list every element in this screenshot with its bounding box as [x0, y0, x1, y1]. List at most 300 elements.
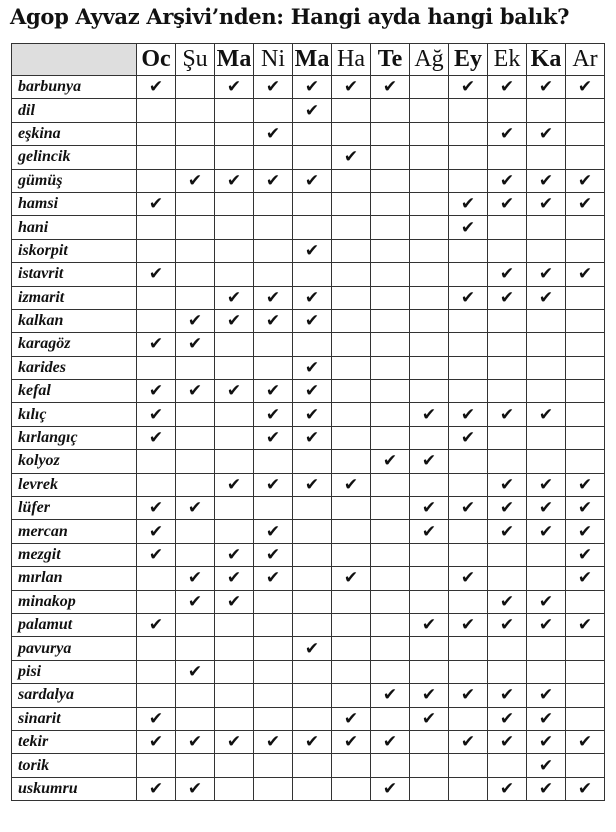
table-row [12, 426, 605, 449]
table-row [12, 286, 605, 309]
check-mark-icon: ✔ [254, 473, 293, 496]
check-mark-icon: ✔ [176, 730, 215, 753]
fish-name: sardalya [12, 684, 137, 707]
check-mark-icon: ✔ [254, 169, 293, 192]
empty-cell [176, 707, 215, 730]
empty-cell [254, 660, 293, 683]
check-mark-icon: ✔ [449, 403, 488, 426]
check-mark-icon: ✔ [332, 567, 371, 590]
empty-cell [176, 76, 215, 99]
empty-cell [371, 660, 410, 683]
empty-cell [449, 333, 488, 356]
fish-name: levrek [12, 473, 137, 496]
empty-cell [215, 263, 254, 286]
month-header: Ağ [410, 44, 449, 76]
fish-name: iskorpit [12, 239, 137, 262]
check-mark-icon: ✔ [488, 122, 527, 145]
check-mark-icon: ✔ [371, 730, 410, 753]
fish-season-table [11, 43, 605, 801]
check-mark-icon: ✔ [137, 777, 176, 800]
empty-cell [215, 122, 254, 145]
empty-cell [371, 309, 410, 332]
table-row [12, 730, 605, 753]
month-header: Ka [527, 44, 566, 76]
month-header: Oc [137, 44, 176, 76]
empty-cell [371, 567, 410, 590]
empty-cell [566, 356, 605, 379]
empty-cell [371, 192, 410, 215]
check-mark-icon: ✔ [215, 286, 254, 309]
empty-cell [371, 754, 410, 777]
empty-cell [176, 613, 215, 636]
empty-cell [176, 286, 215, 309]
table-row [12, 380, 605, 403]
empty-cell [410, 169, 449, 192]
empty-cell [332, 777, 371, 800]
check-mark-icon: ✔ [488, 730, 527, 753]
empty-cell [410, 356, 449, 379]
empty-cell [293, 216, 332, 239]
empty-cell [410, 637, 449, 660]
empty-cell [137, 309, 176, 332]
table-row [12, 263, 605, 286]
empty-cell [176, 403, 215, 426]
empty-cell [488, 450, 527, 473]
empty-cell [137, 122, 176, 145]
empty-cell [293, 146, 332, 169]
empty-cell [293, 543, 332, 566]
empty-cell [566, 239, 605, 262]
table-row [12, 169, 605, 192]
empty-cell [137, 590, 176, 613]
check-mark-icon: ✔ [137, 520, 176, 543]
empty-cell [137, 356, 176, 379]
empty-cell [527, 543, 566, 566]
fish-name: kılıç [12, 403, 137, 426]
empty-cell [254, 590, 293, 613]
empty-cell [293, 520, 332, 543]
empty-cell [215, 660, 254, 683]
empty-cell [215, 707, 254, 730]
check-mark-icon: ✔ [488, 473, 527, 496]
fish-name: karagöz [12, 333, 137, 356]
empty-cell [332, 497, 371, 520]
check-mark-icon: ✔ [449, 497, 488, 520]
check-mark-icon: ✔ [254, 309, 293, 332]
empty-cell [527, 380, 566, 403]
check-mark-icon: ✔ [410, 497, 449, 520]
check-mark-icon: ✔ [527, 520, 566, 543]
check-mark-icon: ✔ [176, 567, 215, 590]
month-header: Ha [332, 44, 371, 76]
empty-cell [566, 707, 605, 730]
empty-cell [449, 380, 488, 403]
table-row [12, 192, 605, 215]
check-mark-icon: ✔ [449, 567, 488, 590]
check-mark-icon: ✔ [176, 309, 215, 332]
empty-cell [527, 660, 566, 683]
check-mark-icon: ✔ [254, 520, 293, 543]
empty-cell [254, 754, 293, 777]
check-mark-icon: ✔ [215, 380, 254, 403]
check-mark-icon: ✔ [527, 754, 566, 777]
fish-name: kolyoz [12, 450, 137, 473]
fish-name: torik [12, 754, 137, 777]
month-header: Te [371, 44, 410, 76]
empty-cell [410, 660, 449, 683]
fish-name: tekir [12, 730, 137, 753]
empty-cell [176, 216, 215, 239]
check-mark-icon: ✔ [527, 777, 566, 800]
empty-cell [176, 356, 215, 379]
empty-cell [566, 450, 605, 473]
empty-cell [371, 239, 410, 262]
empty-cell [449, 777, 488, 800]
empty-cell [410, 216, 449, 239]
check-mark-icon: ✔ [176, 333, 215, 356]
empty-cell [176, 263, 215, 286]
check-mark-icon: ✔ [527, 730, 566, 753]
empty-cell [449, 146, 488, 169]
check-mark-icon: ✔ [215, 730, 254, 753]
empty-cell [332, 286, 371, 309]
table-body [12, 76, 605, 801]
check-mark-icon: ✔ [254, 543, 293, 566]
empty-cell [137, 567, 176, 590]
check-mark-icon: ✔ [410, 520, 449, 543]
fish-name: palamut [12, 613, 137, 636]
table-row [12, 684, 605, 707]
empty-cell [449, 239, 488, 262]
table-row [12, 450, 605, 473]
empty-cell [410, 590, 449, 613]
empty-cell [410, 567, 449, 590]
empty-cell [371, 520, 410, 543]
check-mark-icon: ✔ [488, 684, 527, 707]
empty-cell [215, 684, 254, 707]
table-row [12, 356, 605, 379]
empty-cell [215, 450, 254, 473]
table-row [12, 613, 605, 636]
check-mark-icon: ✔ [293, 380, 332, 403]
empty-cell [410, 99, 449, 122]
empty-cell [371, 426, 410, 449]
empty-cell [488, 99, 527, 122]
check-mark-icon: ✔ [566, 473, 605, 496]
empty-cell [137, 660, 176, 683]
check-mark-icon: ✔ [488, 263, 527, 286]
empty-cell [371, 146, 410, 169]
empty-cell [449, 356, 488, 379]
check-mark-icon: ✔ [527, 473, 566, 496]
empty-cell [293, 590, 332, 613]
empty-cell [527, 426, 566, 449]
empty-cell [371, 403, 410, 426]
table-row [12, 122, 605, 145]
empty-cell [449, 660, 488, 683]
check-mark-icon: ✔ [215, 76, 254, 99]
empty-cell [293, 707, 332, 730]
table-row [12, 239, 605, 262]
check-mark-icon: ✔ [488, 403, 527, 426]
empty-cell [449, 520, 488, 543]
empty-cell [371, 99, 410, 122]
empty-cell [293, 567, 332, 590]
empty-cell [137, 637, 176, 660]
empty-cell [371, 637, 410, 660]
check-mark-icon: ✔ [293, 473, 332, 496]
empty-cell [410, 333, 449, 356]
empty-cell [566, 333, 605, 356]
empty-cell [332, 426, 371, 449]
check-mark-icon: ✔ [566, 543, 605, 566]
empty-cell [410, 309, 449, 332]
table-row [12, 473, 605, 496]
check-mark-icon: ✔ [293, 286, 332, 309]
check-mark-icon: ✔ [293, 637, 332, 660]
check-mark-icon: ✔ [293, 426, 332, 449]
empty-cell [449, 263, 488, 286]
empty-cell [566, 216, 605, 239]
check-mark-icon: ✔ [449, 613, 488, 636]
fish-name: pavurya [12, 637, 137, 660]
empty-cell [254, 333, 293, 356]
month-header: Şu [176, 44, 215, 76]
empty-cell [449, 543, 488, 566]
empty-cell [488, 660, 527, 683]
empty-cell [449, 309, 488, 332]
empty-cell [176, 426, 215, 449]
empty-cell [332, 450, 371, 473]
table-row [12, 567, 605, 590]
empty-cell [449, 99, 488, 122]
empty-cell [410, 192, 449, 215]
empty-cell [566, 590, 605, 613]
check-mark-icon: ✔ [566, 76, 605, 99]
empty-cell [215, 146, 254, 169]
empty-cell [332, 520, 371, 543]
check-mark-icon: ✔ [527, 590, 566, 613]
empty-cell [215, 99, 254, 122]
check-mark-icon: ✔ [527, 497, 566, 520]
empty-cell [254, 707, 293, 730]
empty-cell [566, 380, 605, 403]
check-mark-icon: ✔ [527, 286, 566, 309]
empty-cell [137, 239, 176, 262]
check-mark-icon: ✔ [566, 520, 605, 543]
check-mark-icon: ✔ [527, 707, 566, 730]
empty-cell [332, 543, 371, 566]
check-mark-icon: ✔ [215, 169, 254, 192]
fish-name: hamsi [12, 192, 137, 215]
empty-cell [449, 707, 488, 730]
empty-cell [332, 263, 371, 286]
check-mark-icon: ✔ [410, 450, 449, 473]
check-mark-icon: ✔ [488, 497, 527, 520]
empty-cell [293, 660, 332, 683]
table-row [12, 660, 605, 683]
empty-cell [293, 333, 332, 356]
check-mark-icon: ✔ [371, 76, 410, 99]
empty-cell [527, 450, 566, 473]
empty-cell [293, 684, 332, 707]
empty-cell [410, 146, 449, 169]
check-mark-icon: ✔ [566, 777, 605, 800]
fish-name: eşkina [12, 122, 137, 145]
empty-cell [371, 286, 410, 309]
empty-cell [215, 239, 254, 262]
check-mark-icon: ✔ [527, 403, 566, 426]
check-mark-icon: ✔ [137, 263, 176, 286]
empty-cell [293, 613, 332, 636]
table-row [12, 777, 605, 800]
check-mark-icon: ✔ [449, 684, 488, 707]
empty-cell [254, 497, 293, 520]
empty-cell [566, 403, 605, 426]
table-row [12, 333, 605, 356]
fish-name: hani [12, 216, 137, 239]
empty-cell [176, 146, 215, 169]
empty-cell [176, 637, 215, 660]
check-mark-icon: ✔ [293, 730, 332, 753]
empty-cell [137, 450, 176, 473]
empty-cell [371, 473, 410, 496]
check-mark-icon: ✔ [293, 403, 332, 426]
check-mark-icon: ✔ [410, 403, 449, 426]
table-row [12, 76, 605, 99]
fish-name: izmarit [12, 286, 137, 309]
empty-cell [410, 239, 449, 262]
empty-cell [332, 216, 371, 239]
empty-cell [215, 497, 254, 520]
empty-cell [371, 497, 410, 520]
empty-cell [254, 99, 293, 122]
month-header: Ey [449, 44, 488, 76]
check-mark-icon: ✔ [449, 426, 488, 449]
empty-cell [254, 684, 293, 707]
empty-cell [371, 543, 410, 566]
month-header: Ma [293, 44, 332, 76]
check-mark-icon: ✔ [410, 684, 449, 707]
check-mark-icon: ✔ [527, 76, 566, 99]
empty-cell [371, 356, 410, 379]
empty-cell [137, 684, 176, 707]
empty-cell [449, 169, 488, 192]
check-mark-icon: ✔ [566, 567, 605, 590]
fish-name: kefal [12, 380, 137, 403]
empty-cell [254, 637, 293, 660]
check-mark-icon: ✔ [449, 76, 488, 99]
month-header: Ar [566, 44, 605, 76]
empty-cell [332, 309, 371, 332]
check-mark-icon: ✔ [488, 169, 527, 192]
empty-cell [215, 192, 254, 215]
check-mark-icon: ✔ [488, 76, 527, 99]
empty-cell [449, 590, 488, 613]
empty-cell [527, 356, 566, 379]
fish-name: istavrit [12, 263, 137, 286]
empty-cell [332, 637, 371, 660]
empty-cell [176, 520, 215, 543]
empty-cell [566, 122, 605, 145]
empty-cell [293, 122, 332, 145]
table-row [12, 754, 605, 777]
empty-cell [488, 380, 527, 403]
check-mark-icon: ✔ [176, 169, 215, 192]
table-row [12, 637, 605, 660]
empty-cell [137, 169, 176, 192]
empty-cell [371, 263, 410, 286]
check-mark-icon: ✔ [371, 777, 410, 800]
check-mark-icon: ✔ [137, 380, 176, 403]
check-mark-icon: ✔ [176, 497, 215, 520]
empty-cell [332, 122, 371, 145]
check-mark-icon: ✔ [488, 707, 527, 730]
empty-cell [488, 239, 527, 262]
check-mark-icon: ✔ [332, 146, 371, 169]
check-mark-icon: ✔ [527, 613, 566, 636]
empty-cell [137, 286, 176, 309]
page-title: Agop Ayvaz Arşivi’nden: Hangi ayda hangi balık? [10, 4, 570, 29]
empty-cell [488, 356, 527, 379]
check-mark-icon: ✔ [254, 730, 293, 753]
table-row [12, 146, 605, 169]
empty-cell [566, 286, 605, 309]
empty-cell [293, 450, 332, 473]
empty-cell [371, 122, 410, 145]
empty-cell [527, 637, 566, 660]
check-mark-icon: ✔ [254, 403, 293, 426]
empty-cell [410, 777, 449, 800]
fish-name: sinarit [12, 707, 137, 730]
empty-cell [293, 497, 332, 520]
check-mark-icon: ✔ [566, 613, 605, 636]
empty-cell [176, 239, 215, 262]
check-mark-icon: ✔ [215, 473, 254, 496]
empty-cell [566, 426, 605, 449]
empty-cell [371, 707, 410, 730]
check-mark-icon: ✔ [449, 730, 488, 753]
empty-cell [410, 543, 449, 566]
empty-cell [410, 122, 449, 145]
fish-name: gümüş [12, 169, 137, 192]
check-mark-icon: ✔ [566, 192, 605, 215]
empty-cell [176, 543, 215, 566]
empty-cell [488, 333, 527, 356]
empty-cell [410, 76, 449, 99]
empty-cell [293, 777, 332, 800]
empty-cell [176, 122, 215, 145]
empty-cell [410, 473, 449, 496]
check-mark-icon: ✔ [137, 403, 176, 426]
empty-cell [488, 216, 527, 239]
check-mark-icon: ✔ [293, 356, 332, 379]
empty-cell [449, 637, 488, 660]
empty-cell [566, 754, 605, 777]
fish-name: minakop [12, 590, 137, 613]
fish-name: mırlan [12, 567, 137, 590]
empty-cell [215, 333, 254, 356]
empty-cell [332, 169, 371, 192]
check-mark-icon: ✔ [527, 169, 566, 192]
empty-cell [566, 684, 605, 707]
check-mark-icon: ✔ [215, 543, 254, 566]
empty-cell [254, 450, 293, 473]
table-row [12, 309, 605, 332]
table-row [12, 216, 605, 239]
empty-cell [488, 309, 527, 332]
check-mark-icon: ✔ [293, 99, 332, 122]
